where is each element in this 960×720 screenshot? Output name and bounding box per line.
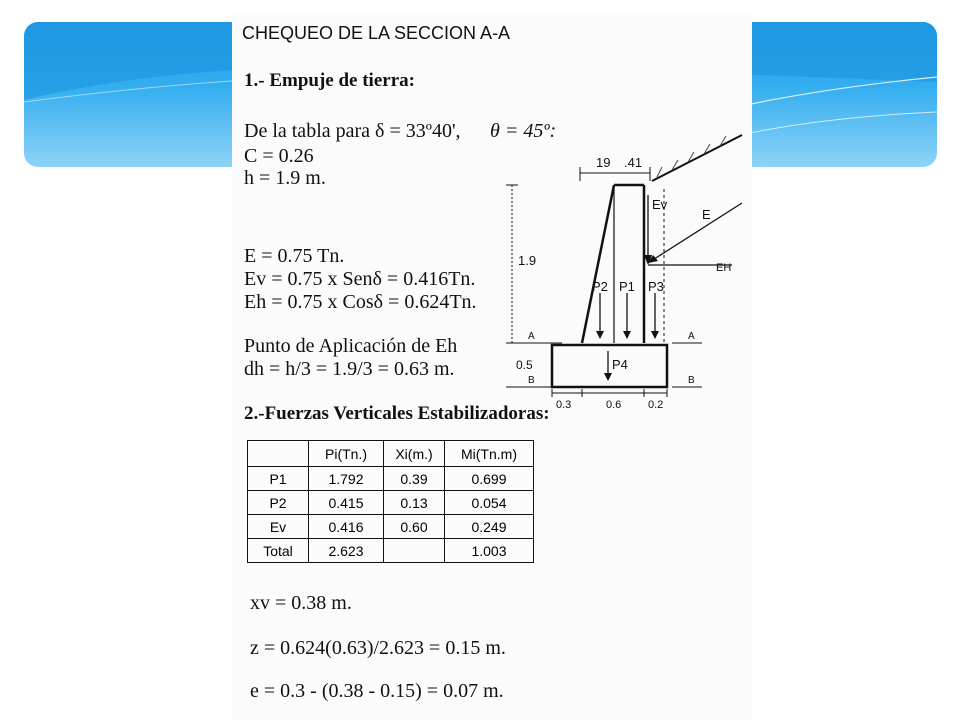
section2-heading: 2.-Fuerzas Verticales Estabilizadoras: bbox=[244, 403, 550, 424]
e-value: E = 0.75 Tn. bbox=[244, 245, 345, 267]
wall-footing bbox=[552, 345, 667, 387]
xv-value: xv = 0.38 m. bbox=[250, 592, 352, 614]
e-diagram-label: E bbox=[702, 207, 711, 222]
dimension-height bbox=[506, 185, 562, 387]
height-label: 1.9 bbox=[518, 253, 537, 268]
table-cell: 0.60 bbox=[384, 515, 445, 539]
section-b-left: B bbox=[528, 375, 535, 386]
table-cell: Ev bbox=[248, 515, 309, 539]
table-cell: 0.415 bbox=[309, 491, 384, 515]
p1-label: P1 bbox=[619, 279, 635, 294]
table-cell: 0.054 bbox=[445, 491, 534, 515]
table-cell: 0.416 bbox=[309, 515, 384, 539]
table-header-cell bbox=[248, 441, 309, 467]
table-cell: 0.13 bbox=[384, 491, 445, 515]
table-row bbox=[248, 491, 534, 515]
section-a-right: A bbox=[688, 331, 695, 342]
p2-label: P2 bbox=[592, 279, 608, 294]
table-cell: 2.623 bbox=[309, 539, 384, 563]
eh-value: Eh = 0.75 x Cosδ = 0.624Tn. bbox=[244, 291, 477, 313]
base-mid-label: 0.6 bbox=[606, 399, 622, 411]
table-cell: Total bbox=[248, 539, 309, 563]
table-cell bbox=[384, 539, 445, 563]
eh-diagram-label: EH bbox=[716, 262, 732, 274]
p4-label: P4 bbox=[612, 357, 628, 372]
table-cell: 0.39 bbox=[384, 467, 445, 491]
section-a-left: A bbox=[528, 331, 535, 342]
ev-diagram-label: Ev bbox=[652, 197, 668, 212]
section-b-right: B bbox=[688, 375, 695, 386]
table-header-cell: Mi(Tn.m) bbox=[445, 441, 534, 467]
forces-table bbox=[247, 440, 534, 563]
footing-height-label: 0.5 bbox=[516, 358, 533, 372]
table-cell: 1.792 bbox=[309, 467, 384, 491]
table-header-cell: Pi(Tn.) bbox=[309, 441, 384, 467]
z-value: z = 0.624(0.63)/2.623 = 0.15 m. bbox=[250, 637, 506, 659]
retaining-wall-diagram bbox=[502, 125, 752, 415]
dim-41-label: .41 bbox=[624, 155, 643, 170]
table-header-row bbox=[248, 441, 534, 467]
application-point-label: Punto de Aplicación de Eh bbox=[244, 335, 458, 357]
table-row bbox=[248, 467, 534, 491]
eccentricity-value: e = 0.3 - (0.38 - 0.15) = 0.07 m. bbox=[250, 680, 504, 702]
table-reference-line: De la tabla para δ = 33º40', bbox=[244, 120, 461, 142]
table-cell: 1.003 bbox=[445, 539, 534, 563]
section1-heading: 1.- Empuje de tierra: bbox=[244, 70, 415, 91]
table-header-cell: Xi(m.) bbox=[384, 441, 445, 467]
table-row bbox=[248, 539, 534, 563]
backfill-slope bbox=[652, 135, 742, 181]
ev-value: Ev = 0.75 x Senδ = 0.416Tn. bbox=[244, 268, 476, 290]
h-value: h = 1.9 m. bbox=[244, 167, 326, 189]
table-row bbox=[248, 515, 534, 539]
base-left-label: 0.3 bbox=[556, 399, 572, 411]
dh-value: dh = h/3 = 1.9/3 = 0.63 m. bbox=[244, 358, 455, 380]
c-value: C = 0.26 bbox=[244, 145, 314, 167]
force-arrows bbox=[596, 195, 742, 381]
p3-label: P3 bbox=[648, 279, 664, 294]
document-title: CHEQUEO DE LA SECCION A-A bbox=[242, 23, 511, 43]
dimension-base bbox=[552, 389, 667, 397]
table-cell: P2 bbox=[248, 491, 309, 515]
table-cell: 0.249 bbox=[445, 515, 534, 539]
scanned-document-page bbox=[232, 15, 752, 720]
table-cell: P1 bbox=[248, 467, 309, 491]
base-right-label: 0.2 bbox=[648, 399, 664, 411]
theta-value: θ = 45º: bbox=[490, 120, 557, 142]
dim-19-label: 19 bbox=[596, 155, 611, 170]
table-cell: 0.699 bbox=[445, 467, 534, 491]
